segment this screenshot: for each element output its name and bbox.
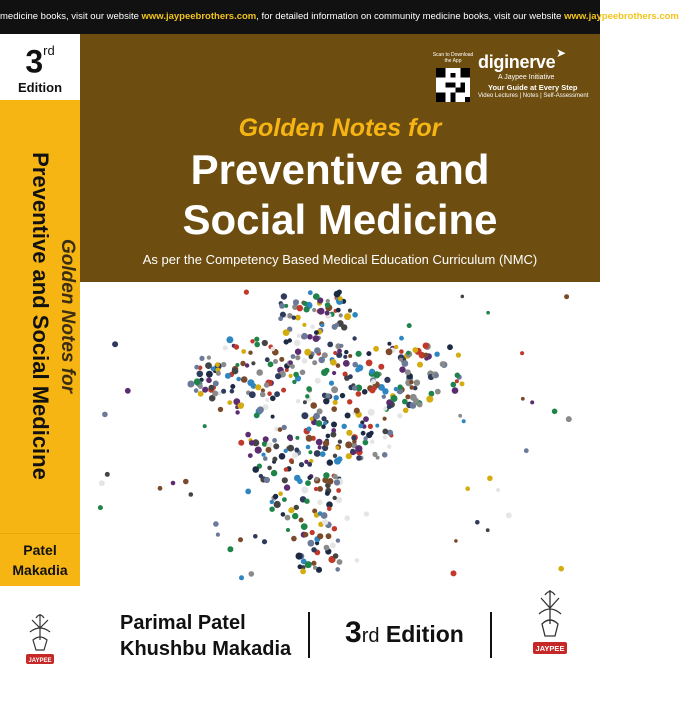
author-parimal-patel: Parimal Patel xyxy=(120,612,246,634)
diginerve-logo: diginerve xyxy=(478,52,556,72)
jaypee-logo-spine xyxy=(22,610,58,672)
spine-edition-suffix: rd xyxy=(43,43,55,58)
edition-label xyxy=(345,616,464,650)
spine-authors xyxy=(0,533,80,586)
banner-text-1: medicine books, visit our website xyxy=(0,11,142,22)
website-link-1[interactable]: www.jaypeebrothers.com xyxy=(141,11,257,22)
edition-word: Edition xyxy=(379,621,464,647)
cover-footer xyxy=(80,592,600,703)
jaypee-logo xyxy=(530,586,570,662)
website-link-2[interactable]: www.jaypeebrothers.com xyxy=(564,11,679,22)
title-line-1: Preventive and xyxy=(190,146,490,193)
spine-author-1: Patel xyxy=(23,542,57,558)
crowd-caduceus-illustration xyxy=(80,282,600,592)
spine-title-line1: Golden Notes for xyxy=(57,238,78,394)
top-banner xyxy=(0,0,679,34)
subtitle: As per the Competency Based Medical Education Curriculum (NMC) xyxy=(142,252,538,267)
spine-author-2: Makadia xyxy=(12,562,68,578)
diginerve-arrow-icon: ➤ xyxy=(556,46,567,60)
cover-header xyxy=(80,34,600,282)
divider-left xyxy=(308,612,310,658)
spine-publisher-text: JAYPEE xyxy=(28,658,52,664)
qr-caption: Scan to Download the App xyxy=(432,52,474,64)
spine-title-panel xyxy=(0,100,80,533)
spine-title xyxy=(0,106,80,526)
title-golden-notes: Golden Notes for xyxy=(238,114,442,142)
spine-edition-number: 3 xyxy=(25,43,44,80)
diginerve-tagline-2: Your Guide at Every Step xyxy=(488,83,578,92)
divider-right xyxy=(490,612,492,658)
banner-text-2: , for detailed information on community medicine books, visit our website xyxy=(256,11,565,22)
spine-edition-word: Edition xyxy=(17,79,63,95)
spine-title-line2: Preventive and Social Medicine xyxy=(28,152,53,480)
author-khushbu-makadia: Khushbu Makadia xyxy=(120,638,292,660)
diginerve-tagline-1: A Jaypee Initiative xyxy=(498,74,555,81)
title-line-2: Social Medicine xyxy=(182,196,498,243)
qr-code-icon[interactable] xyxy=(436,68,470,102)
publisher-text: JAYPEE xyxy=(535,644,565,653)
diginerve-tagline-3: Video Lectures | Notes | Self-Assessment xyxy=(478,93,589,99)
spine-edition xyxy=(0,34,80,100)
edition-suffix: rd xyxy=(361,625,380,647)
book-spine xyxy=(0,34,80,703)
edition-number: 3 xyxy=(345,616,362,649)
crowd-people xyxy=(98,290,572,581)
